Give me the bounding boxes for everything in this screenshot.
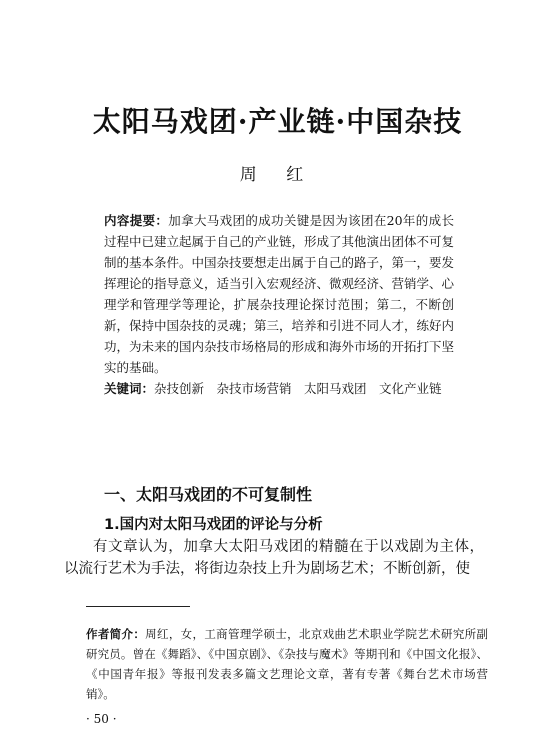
author-footnote [86, 624, 488, 704]
abstract-text: 加拿大马戏团的成功关键是因为该团在20年的成长过程中已建立起属于自己的产业链，形成了其他演出团体不可复制的基本条件。中国杂技要想走出属于自己的路子，第一，要发挥理论的指导意义，适当引入宏观经济、微观经济、营销学、心理学和管理学等理论，扩展杂技理论探讨范围；第二，不断创新，保持中国杂技的灵魂；第三，培养和引进不同人才，练好内功，为未来的国内杂技市场格局的形成和海外市场的开拓打下坚实的基础。 [104, 213, 455, 375]
keywords-block [104, 378, 454, 399]
abstract-label: 内容提要： [104, 213, 169, 228]
footnote-text: 周红，女，工商管理学硕士，北京戏曲艺术职业学院艺术研究所副研究员。曾在《舞蹈》、《中国京剧》、《杂技与魔术》等期刊和《中国文化报》、《中国青年报》等报刊发表多篇文艺理论文章，著有专著《舞台艺术市场营销》。 [86, 627, 489, 701]
keywords-label: 关键词： [104, 381, 155, 396]
section-heading: 一、太阳马戏团的不可复制性 [104, 485, 313, 504]
author-name: 周 红 [239, 165, 316, 185]
abstract-block [104, 210, 454, 399]
page-number: · 50 · [86, 712, 117, 726]
body-text [64, 536, 484, 580]
body-paragraph: 有文章认为，加拿大太阳马戏团的精髓在于以戏剧为主体，以流行艺术为手法，将街边杂技上升为剧场艺术；不断创新，使 [64, 539, 484, 577]
footnote-divider [86, 606, 190, 607]
subsection-heading: 1.国内对太阳马戏团的评论与分析 [104, 517, 323, 533]
footnote-label: 作者简介： [86, 627, 146, 641]
article-title: 太阳马戏团·产业链·中国杂技 [92, 105, 463, 138]
keywords-text: 杂技创新 杂技市场营销 太阳马戏团 文化产业链 [154, 381, 442, 396]
